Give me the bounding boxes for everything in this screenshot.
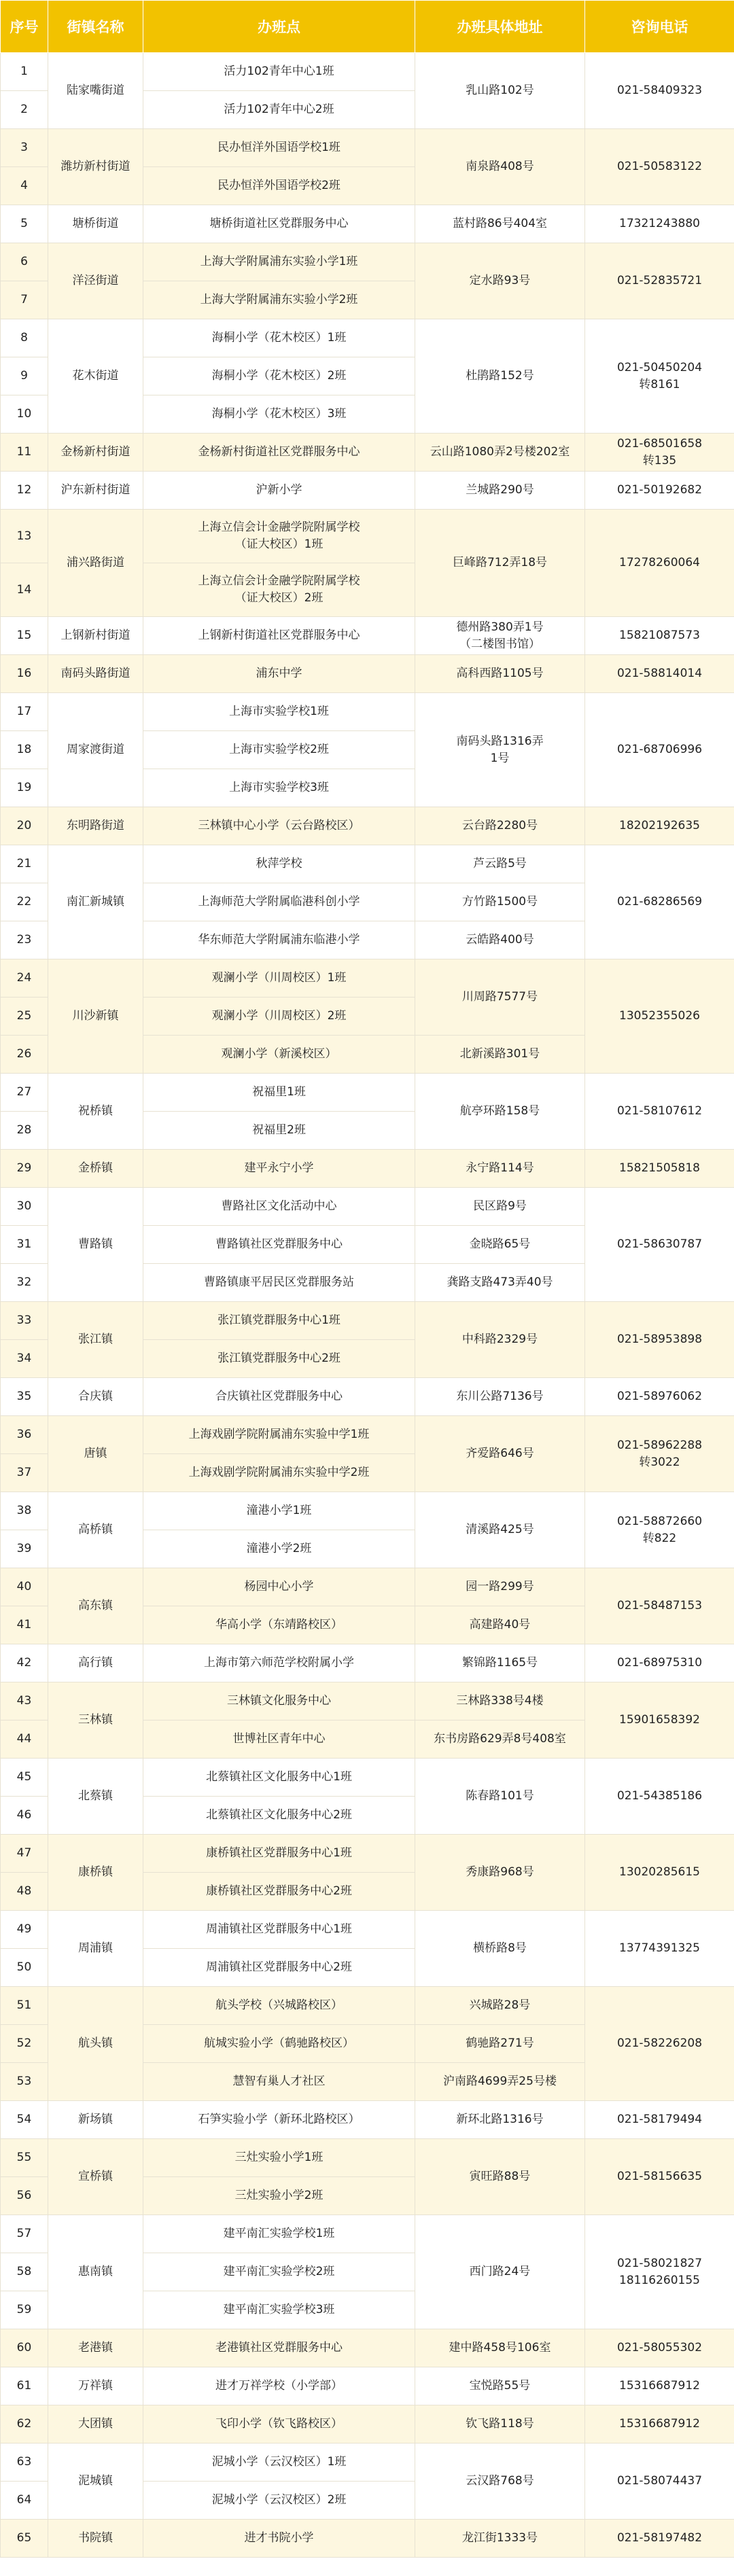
row-index: 23 bbox=[1, 921, 48, 959]
class-address: 清溪路425号 bbox=[415, 1492, 585, 1568]
town-name: 高东镇 bbox=[48, 1568, 143, 1644]
class-address: 繁锦路1165号 bbox=[415, 1644, 585, 1682]
class-address: 南泉路408号 bbox=[415, 129, 585, 205]
row-index: 19 bbox=[1, 769, 48, 807]
class-address: 龚路支路473弄40号 bbox=[415, 1264, 585, 1302]
header-address: 办班具体地址 bbox=[415, 1, 585, 53]
consult-phone: 15821505818 bbox=[585, 1150, 734, 1188]
consult-phone: 021-58226208 bbox=[585, 1987, 734, 2101]
class-location: 三林镇文化服务中心 bbox=[143, 1682, 415, 1721]
table-body bbox=[1, 53, 734, 2558]
consult-phone: 021-68501658 转135 bbox=[585, 434, 734, 472]
consult-phone: 13052355026 bbox=[585, 959, 734, 1074]
row-index: 58 bbox=[1, 2253, 48, 2291]
class-address: 航亭环路158号 bbox=[415, 1074, 585, 1150]
town-name: 塘桥街道 bbox=[48, 205, 143, 243]
row-index: 24 bbox=[1, 959, 48, 998]
consult-phone: 021-58976062 bbox=[585, 1378, 734, 1416]
table-row bbox=[1, 959, 734, 998]
class-location: 三灶实验小学1班 bbox=[143, 2139, 415, 2177]
class-location: 上海市实验学校3班 bbox=[143, 769, 415, 807]
table-row bbox=[1, 1759, 734, 1797]
class-location: 上海师范大学附属临港科创小学 bbox=[143, 883, 415, 921]
consult-phone: 021-58021827 18116260155 bbox=[585, 2215, 734, 2329]
class-location: 祝福里2班 bbox=[143, 1112, 415, 1150]
town-name: 高桥镇 bbox=[48, 1492, 143, 1568]
class-location: 北蔡镇社区文化服务中心2班 bbox=[143, 1797, 415, 1835]
class-address: 巨峰路712弄18号 bbox=[415, 510, 585, 617]
row-index: 45 bbox=[1, 1759, 48, 1797]
table-row bbox=[1, 2405, 734, 2443]
consult-phone: 13020285615 bbox=[585, 1835, 734, 1911]
table-row bbox=[1, 1302, 734, 1340]
class-address: 秀康路968号 bbox=[415, 1835, 585, 1911]
class-location: 上海戏剧学院附属浦东实验中学2班 bbox=[143, 1454, 415, 1492]
row-index: 41 bbox=[1, 1606, 48, 1644]
consult-phone: 15901658392 bbox=[585, 1682, 734, 1759]
town-name: 潍坊新村街道 bbox=[48, 129, 143, 205]
class-location: 塘桥街道社区党群服务中心 bbox=[143, 205, 415, 243]
class-location: 康桥镇社区党群服务中心1班 bbox=[143, 1835, 415, 1873]
row-index: 21 bbox=[1, 845, 48, 883]
class-address: 乳山路102号 bbox=[415, 53, 585, 129]
row-index: 22 bbox=[1, 883, 48, 921]
table-row bbox=[1, 693, 734, 731]
header-index: 序号 bbox=[1, 1, 48, 53]
row-index: 14 bbox=[1, 563, 48, 617]
town-name: 老港镇 bbox=[48, 2329, 143, 2367]
class-location: 观澜小学（新溪校区） bbox=[143, 1036, 415, 1074]
class-location: 活力102青年中心2班 bbox=[143, 91, 415, 129]
class-location: 三灶实验小学2班 bbox=[143, 2177, 415, 2215]
consult-phone: 021-68286569 bbox=[585, 845, 734, 959]
town-name: 新场镇 bbox=[48, 2101, 143, 2139]
class-address: 西门路24号 bbox=[415, 2215, 585, 2329]
class-location: 张江镇党群服务中心2班 bbox=[143, 1340, 415, 1378]
consult-phone: 021-52835721 bbox=[585, 243, 734, 319]
class-location: 海桐小学（花木校区）3班 bbox=[143, 395, 415, 434]
town-name: 合庆镇 bbox=[48, 1378, 143, 1416]
class-location: 上海立信会计金融学院附属学校 （证大校区）1班 bbox=[143, 510, 415, 563]
row-index: 2 bbox=[1, 91, 48, 129]
table-row bbox=[1, 1568, 734, 1606]
class-location: 沪新小学 bbox=[143, 472, 415, 510]
class-location: 上海市实验学校2班 bbox=[143, 731, 415, 769]
class-address: 东川公路7136号 bbox=[415, 1378, 585, 1416]
town-name: 宣桥镇 bbox=[48, 2139, 143, 2215]
class-address: 高建路40号 bbox=[415, 1606, 585, 1644]
row-index: 51 bbox=[1, 1987, 48, 2025]
row-index: 10 bbox=[1, 395, 48, 434]
consult-phone: 021-58814014 bbox=[585, 655, 734, 693]
class-location: 观澜小学（川周校区）1班 bbox=[143, 959, 415, 998]
row-index: 15 bbox=[1, 617, 48, 655]
consult-phone: 021-54385186 bbox=[585, 1759, 734, 1835]
class-location: 海桐小学（花木校区）2班 bbox=[143, 357, 415, 395]
class-location: 建平南汇实验学校1班 bbox=[143, 2215, 415, 2253]
class-address: 杜鹃路152号 bbox=[415, 319, 585, 434]
consult-phone: 021-68975310 bbox=[585, 1644, 734, 1682]
row-index: 12 bbox=[1, 472, 48, 510]
town-name: 祝桥镇 bbox=[48, 1074, 143, 1150]
class-location: 杨园中心小学 bbox=[143, 1568, 415, 1606]
consult-phone: 021-58953898 bbox=[585, 1302, 734, 1378]
class-location: 华高小学（东靖路校区） bbox=[143, 1606, 415, 1644]
consult-phone: 021-68706996 bbox=[585, 693, 734, 807]
table-row bbox=[1, 129, 734, 167]
row-index: 64 bbox=[1, 2482, 48, 2520]
class-location: 航头学校（兴城路校区） bbox=[143, 1987, 415, 2025]
class-address: 园一路299号 bbox=[415, 1568, 585, 1606]
class-address: 芦云路5号 bbox=[415, 845, 585, 883]
class-address: 三林路338号4楼 bbox=[415, 1682, 585, 1721]
town-name: 书院镇 bbox=[48, 2520, 143, 2558]
class-location: 飞印小学（钦飞路校区） bbox=[143, 2405, 415, 2443]
class-address: 建中路458号106室 bbox=[415, 2329, 585, 2367]
table-row bbox=[1, 1911, 734, 1949]
row-index: 29 bbox=[1, 1150, 48, 1188]
class-address: 陈春路101号 bbox=[415, 1759, 585, 1835]
consult-phone: 13774391325 bbox=[585, 1911, 734, 1987]
table-row bbox=[1, 510, 734, 563]
table-row bbox=[1, 53, 734, 91]
class-location: 金杨新村街道社区党群服务中心 bbox=[143, 434, 415, 472]
table-row bbox=[1, 1835, 734, 1873]
row-index: 35 bbox=[1, 1378, 48, 1416]
town-name: 高行镇 bbox=[48, 1644, 143, 1682]
row-index: 17 bbox=[1, 693, 48, 731]
row-index: 55 bbox=[1, 2139, 48, 2177]
row-index: 4 bbox=[1, 167, 48, 205]
town-name: 陆家嘴街道 bbox=[48, 53, 143, 129]
town-name: 曹路镇 bbox=[48, 1188, 143, 1302]
town-name: 沪东新村街道 bbox=[48, 472, 143, 510]
row-index: 54 bbox=[1, 2101, 48, 2139]
table-row bbox=[1, 807, 734, 845]
row-index: 31 bbox=[1, 1226, 48, 1264]
row-index: 49 bbox=[1, 1911, 48, 1949]
row-index: 1 bbox=[1, 53, 48, 91]
table-row bbox=[1, 1987, 734, 2025]
town-name: 金杨新村街道 bbox=[48, 434, 143, 472]
table-row bbox=[1, 1188, 734, 1226]
table-row bbox=[1, 434, 734, 472]
row-index: 40 bbox=[1, 1568, 48, 1606]
row-index: 28 bbox=[1, 1112, 48, 1150]
row-index: 11 bbox=[1, 434, 48, 472]
table-row bbox=[1, 1074, 734, 1112]
class-location: 航城实验小学（鹤驰路校区） bbox=[143, 2025, 415, 2063]
table-row bbox=[1, 2101, 734, 2139]
town-name: 康桥镇 bbox=[48, 1835, 143, 1911]
class-address: 云汉路768号 bbox=[415, 2443, 585, 2520]
row-index: 18 bbox=[1, 731, 48, 769]
table-row bbox=[1, 472, 734, 510]
table-row bbox=[1, 1644, 734, 1682]
table-header-row bbox=[1, 1, 734, 53]
town-name: 泥城镇 bbox=[48, 2443, 143, 2520]
row-index: 63 bbox=[1, 2443, 48, 2482]
row-index: 26 bbox=[1, 1036, 48, 1074]
consult-phone: 18202192635 bbox=[585, 807, 734, 845]
class-location: 曹路社区文化活动中心 bbox=[143, 1188, 415, 1226]
row-index: 47 bbox=[1, 1835, 48, 1873]
row-index: 34 bbox=[1, 1340, 48, 1378]
row-index: 20 bbox=[1, 807, 48, 845]
town-name: 东明路街道 bbox=[48, 807, 143, 845]
row-index: 57 bbox=[1, 2215, 48, 2253]
class-location: 活力102青年中心1班 bbox=[143, 53, 415, 91]
class-address: 川周路7577号 bbox=[415, 959, 585, 1036]
town-name: 大团镇 bbox=[48, 2405, 143, 2443]
class-location: 曹路镇康平居民区党群服务站 bbox=[143, 1264, 415, 1302]
class-location: 华东师范大学附属浦东临港小学 bbox=[143, 921, 415, 959]
town-name: 花木街道 bbox=[48, 319, 143, 434]
class-address: 永宁路114号 bbox=[415, 1150, 585, 1188]
consult-phone: 15316687912 bbox=[585, 2405, 734, 2443]
consult-phone: 15821087573 bbox=[585, 617, 734, 655]
table-row bbox=[1, 1416, 734, 1454]
class-location: 泥城小学（云汉校区）2班 bbox=[143, 2482, 415, 2520]
class-address: 北新溪路301号 bbox=[415, 1036, 585, 1074]
class-address: 钦飞路118号 bbox=[415, 2405, 585, 2443]
class-address: 云山路1080弄2号楼202室 bbox=[415, 434, 585, 472]
class-address: 齐爱路646号 bbox=[415, 1416, 585, 1492]
row-index: 46 bbox=[1, 1797, 48, 1835]
row-index: 37 bbox=[1, 1454, 48, 1492]
class-location: 进才书院小学 bbox=[143, 2520, 415, 2558]
row-index: 6 bbox=[1, 243, 48, 281]
class-location: 建平南汇实验学校2班 bbox=[143, 2253, 415, 2291]
class-location: 三林镇中心小学（云台路校区） bbox=[143, 807, 415, 845]
consult-phone: 17278260064 bbox=[585, 510, 734, 617]
class-address: 高科西路1105号 bbox=[415, 655, 585, 693]
town-name: 周浦镇 bbox=[48, 1911, 143, 1987]
row-index: 65 bbox=[1, 2520, 48, 2558]
row-index: 61 bbox=[1, 2367, 48, 2405]
class-address: 寅旺路88号 bbox=[415, 2139, 585, 2215]
consult-phone: 021-58179494 bbox=[585, 2101, 734, 2139]
class-address: 南码头路1316弄 1号 bbox=[415, 693, 585, 807]
class-address: 民区路9号 bbox=[415, 1188, 585, 1226]
class-location: 上钢新村街道社区党群服务中心 bbox=[143, 617, 415, 655]
row-index: 44 bbox=[1, 1721, 48, 1759]
class-location: 周浦镇社区党群服务中心1班 bbox=[143, 1911, 415, 1949]
class-location: 祝福里1班 bbox=[143, 1074, 415, 1112]
consult-phone: 021-58487153 bbox=[585, 1568, 734, 1644]
consult-phone: 17321243880 bbox=[585, 205, 734, 243]
table-row bbox=[1, 2443, 734, 2482]
class-location: 建平永宁小学 bbox=[143, 1150, 415, 1188]
header-class-location: 办班点 bbox=[143, 1, 415, 53]
town-name: 惠南镇 bbox=[48, 2215, 143, 2329]
table-row bbox=[1, 2215, 734, 2253]
town-name: 洋泾街道 bbox=[48, 243, 143, 319]
consult-phone: 021-50583122 bbox=[585, 129, 734, 205]
row-index: 39 bbox=[1, 1530, 48, 1568]
row-index: 48 bbox=[1, 1873, 48, 1911]
class-address: 横桥路8号 bbox=[415, 1911, 585, 1987]
class-location: 浦东中学 bbox=[143, 655, 415, 693]
row-index: 59 bbox=[1, 2291, 48, 2329]
table-row bbox=[1, 1378, 734, 1416]
row-index: 62 bbox=[1, 2405, 48, 2443]
table-row bbox=[1, 2367, 734, 2405]
town-name: 万祥镇 bbox=[48, 2367, 143, 2405]
row-index: 9 bbox=[1, 357, 48, 395]
class-location: 进才万祥学校（小学部） bbox=[143, 2367, 415, 2405]
row-index: 38 bbox=[1, 1492, 48, 1530]
consult-phone: 021-58409323 bbox=[585, 53, 734, 129]
class-location: 石笋实验小学（新环北路校区） bbox=[143, 2101, 415, 2139]
town-name: 唐镇 bbox=[48, 1416, 143, 1492]
town-name: 航头镇 bbox=[48, 1987, 143, 2101]
class-address: 蓝村路86号404室 bbox=[415, 205, 585, 243]
class-address: 云皓路400号 bbox=[415, 921, 585, 959]
consult-phone: 021-58630787 bbox=[585, 1188, 734, 1302]
class-address: 云台路2280号 bbox=[415, 807, 585, 845]
row-index: 60 bbox=[1, 2329, 48, 2367]
class-address: 定水路93号 bbox=[415, 243, 585, 319]
row-index: 16 bbox=[1, 655, 48, 693]
row-index: 8 bbox=[1, 319, 48, 357]
class-location: 曹路镇社区党群服务中心 bbox=[143, 1226, 415, 1264]
row-index: 33 bbox=[1, 1302, 48, 1340]
table-row bbox=[1, 319, 734, 357]
town-name: 川沙新镇 bbox=[48, 959, 143, 1074]
class-location: 康桥镇社区党群服务中心2班 bbox=[143, 1873, 415, 1911]
row-index: 32 bbox=[1, 1264, 48, 1302]
row-index: 25 bbox=[1, 998, 48, 1036]
table-row bbox=[1, 243, 734, 281]
table-row bbox=[1, 617, 734, 655]
row-index: 13 bbox=[1, 510, 48, 563]
table-row bbox=[1, 1492, 734, 1530]
row-index: 27 bbox=[1, 1074, 48, 1112]
class-address: 兴城路28号 bbox=[415, 1987, 585, 2025]
table-row bbox=[1, 2139, 734, 2177]
row-index: 50 bbox=[1, 1949, 48, 1987]
class-address: 东书房路629弄8号408室 bbox=[415, 1721, 585, 1759]
town-name: 金桥镇 bbox=[48, 1150, 143, 1188]
town-name: 上钢新村街道 bbox=[48, 617, 143, 655]
row-index: 3 bbox=[1, 129, 48, 167]
class-address: 兰城路290号 bbox=[415, 472, 585, 510]
row-index: 56 bbox=[1, 2177, 48, 2215]
class-address: 德州路380弄1号 （二楼图书馆） bbox=[415, 617, 585, 655]
class-location: 海桐小学（花木校区）1班 bbox=[143, 319, 415, 357]
class-location: 上海市实验学校1班 bbox=[143, 693, 415, 731]
class-location: 上海立信会计金融学院附属学校 （证大校区）2班 bbox=[143, 563, 415, 617]
class-location: 潼港小学1班 bbox=[143, 1492, 415, 1530]
consult-phone: 021-58107612 bbox=[585, 1074, 734, 1150]
row-index: 30 bbox=[1, 1188, 48, 1226]
header-town: 街镇名称 bbox=[48, 1, 143, 53]
class-address: 金晓路65号 bbox=[415, 1226, 585, 1264]
table-row bbox=[1, 655, 734, 693]
consult-phone: 15316687912 bbox=[585, 2367, 734, 2405]
town-name: 张江镇 bbox=[48, 1302, 143, 1378]
row-index: 36 bbox=[1, 1416, 48, 1454]
row-index: 53 bbox=[1, 2063, 48, 2101]
town-name: 周家渡街道 bbox=[48, 693, 143, 807]
table-row bbox=[1, 845, 734, 883]
class-location: 上海戏剧学院附属浦东实验中学1班 bbox=[143, 1416, 415, 1454]
row-index: 43 bbox=[1, 1682, 48, 1721]
town-name: 南码头路街道 bbox=[48, 655, 143, 693]
table-row bbox=[1, 1682, 734, 1721]
header-phone: 咨询电话 bbox=[585, 1, 734, 53]
table-row bbox=[1, 205, 734, 243]
consult-phone: 021-50192682 bbox=[585, 472, 734, 510]
consult-phone: 021-58197482 bbox=[585, 2520, 734, 2558]
class-location: 观澜小学（川周校区）2班 bbox=[143, 998, 415, 1036]
class-address: 沪南路4699弄25号楼 bbox=[415, 2063, 585, 2101]
class-address: 龙江街1333号 bbox=[415, 2520, 585, 2558]
table-row bbox=[1, 1150, 734, 1188]
town-name: 北蔡镇 bbox=[48, 1759, 143, 1835]
row-index: 7 bbox=[1, 281, 48, 319]
class-location: 周浦镇社区党群服务中心2班 bbox=[143, 1949, 415, 1987]
class-location: 潼港小学2班 bbox=[143, 1530, 415, 1568]
class-location: 上海大学附属浦东实验小学2班 bbox=[143, 281, 415, 319]
class-address: 中科路2329号 bbox=[415, 1302, 585, 1378]
table-row bbox=[1, 2329, 734, 2367]
class-address: 方竹路1500号 bbox=[415, 883, 585, 921]
consult-phone: 021-58074437 bbox=[585, 2443, 734, 2520]
row-index: 42 bbox=[1, 1644, 48, 1682]
consult-phone: 021-58872660 转822 bbox=[585, 1492, 734, 1568]
class-address: 宝悦路55号 bbox=[415, 2367, 585, 2405]
town-name: 三林镇 bbox=[48, 1682, 143, 1759]
class-location: 慧智有巢人才社区 bbox=[143, 2063, 415, 2101]
class-location: 民办恒洋外国语学校2班 bbox=[143, 167, 415, 205]
class-location: 秋萍学校 bbox=[143, 845, 415, 883]
row-index: 5 bbox=[1, 205, 48, 243]
consult-phone: 021-58962288 转3022 bbox=[585, 1416, 734, 1492]
class-location: 民办恒洋外国语学校1班 bbox=[143, 129, 415, 167]
town-name: 浦兴路街道 bbox=[48, 510, 143, 617]
row-index: 52 bbox=[1, 2025, 48, 2063]
class-location: 上海市第六师范学校附属小学 bbox=[143, 1644, 415, 1682]
consult-phone: 021-58156635 bbox=[585, 2139, 734, 2215]
class-location: 合庆镇社区党群服务中心 bbox=[143, 1378, 415, 1416]
table-row bbox=[1, 2520, 734, 2558]
class-address: 新环北路1316号 bbox=[415, 2101, 585, 2139]
class-location: 上海大学附属浦东实验小学1班 bbox=[143, 243, 415, 281]
class-location: 建平南汇实验学校3班 bbox=[143, 2291, 415, 2329]
class-location: 张江镇党群服务中心1班 bbox=[143, 1302, 415, 1340]
class-address: 鹤驰路271号 bbox=[415, 2025, 585, 2063]
consult-phone: 021-50450204 转8161 bbox=[585, 319, 734, 434]
town-name: 南汇新城镇 bbox=[48, 845, 143, 959]
class-location: 世博社区青年中心 bbox=[143, 1721, 415, 1759]
consult-phone: 021-58055302 bbox=[585, 2329, 734, 2367]
class-location: 泥城小学（云汉校区）1班 bbox=[143, 2443, 415, 2482]
class-location: 北蔡镇社区文化服务中心1班 bbox=[143, 1759, 415, 1797]
class-location: 老港镇社区党群服务中心 bbox=[143, 2329, 415, 2367]
